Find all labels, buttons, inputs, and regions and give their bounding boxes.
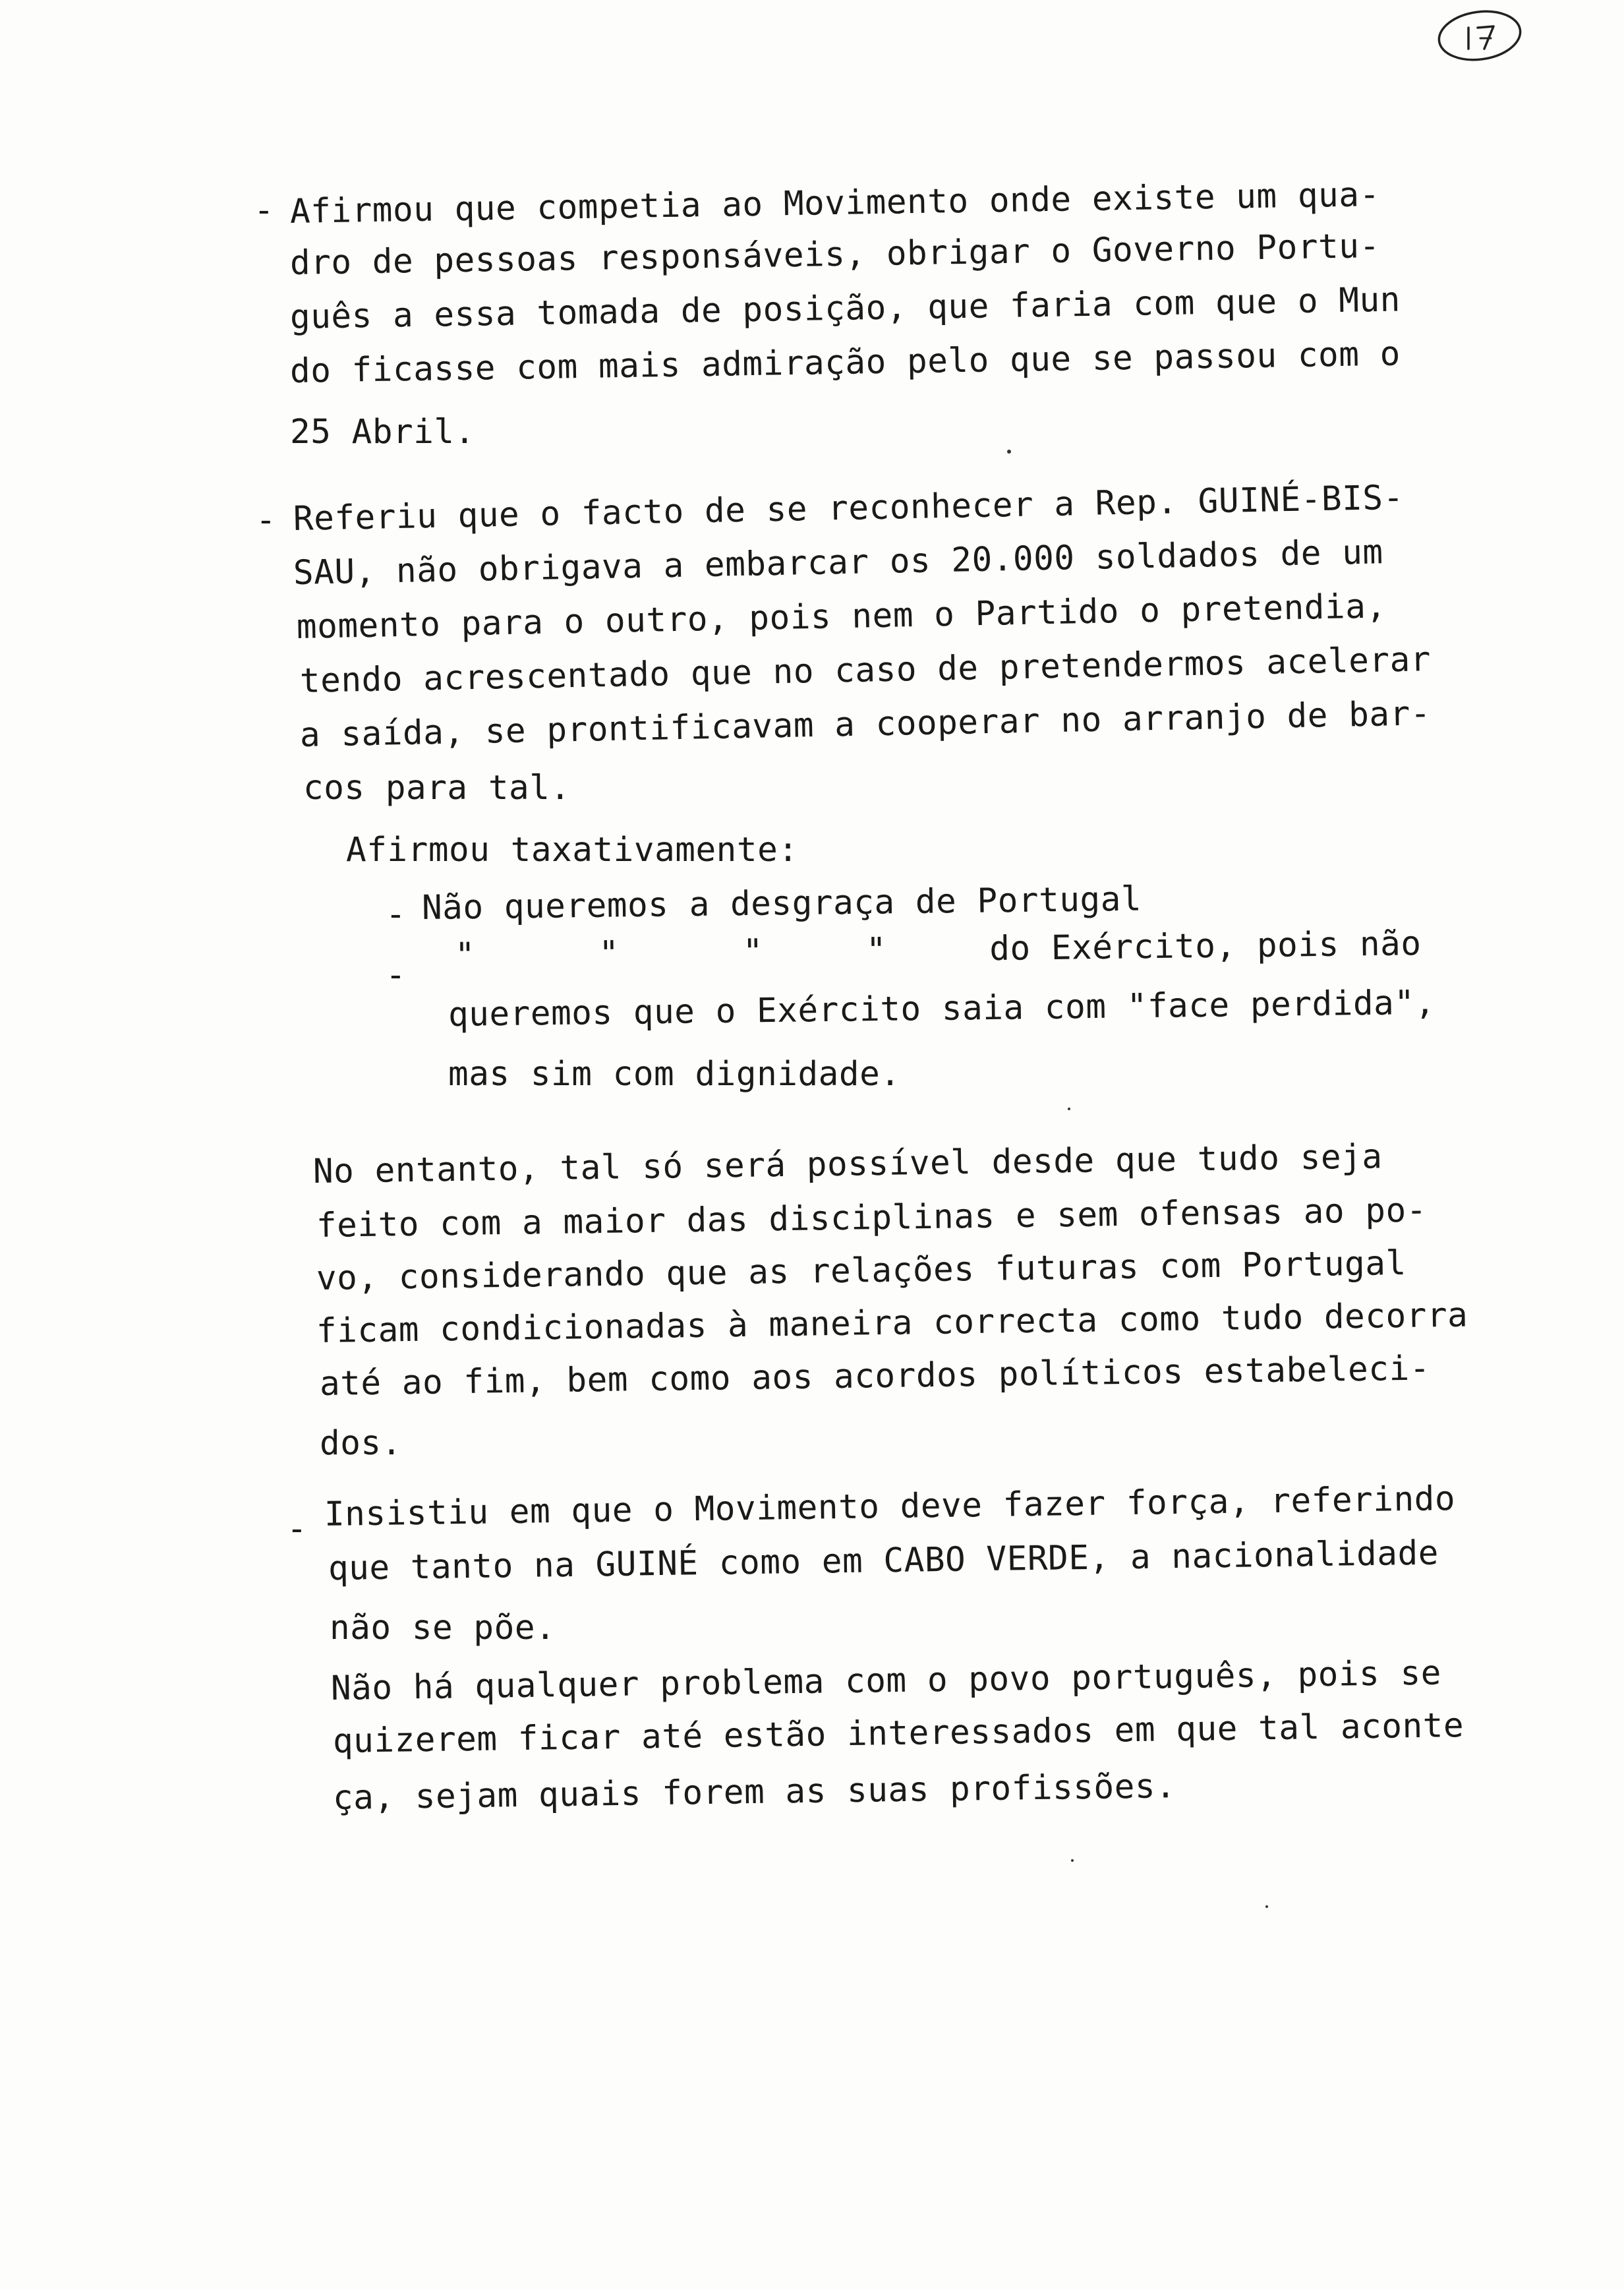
text-line: Não há qualquer problema com o povo português, pois se xyxy=(330,1653,1442,1708)
text-line: cos para tal. xyxy=(303,769,571,808)
text-line: Afirmou taxativamente: xyxy=(346,831,799,870)
text-line: a saída, se prontificavam a cooperar no arranjo de bar- xyxy=(299,694,1432,755)
bullet-dash: - xyxy=(386,956,406,995)
text-line: quizerem ficar até estão interessados em que tal aconte xyxy=(332,1706,1464,1761)
text-line: queremos que o Exército saia com "face perdida", xyxy=(448,983,1436,1034)
bullet-dash: - xyxy=(386,895,406,934)
text-line: dro de pessoas responsáveis, obrigar o Governo Portu- xyxy=(289,227,1381,283)
scan-speck xyxy=(1068,1108,1070,1110)
scan-speck xyxy=(1007,450,1011,454)
text-line: dos. xyxy=(320,1424,402,1463)
text-line: No entanto, tal só será possível desde que tudo seja xyxy=(312,1137,1383,1191)
handwritten-page-number xyxy=(1430,5,1529,69)
text-line: do ficasse com mais admiração pelo que se passou com o xyxy=(289,334,1401,391)
text-line: feito com a maior das disciplinas e sem ofensas ao po- xyxy=(316,1191,1428,1245)
text-line: 25 Abril. xyxy=(290,413,475,452)
text-line: até ao fim, bem como aos acordos políticos estabeleci- xyxy=(319,1349,1431,1404)
bullet-dash: - xyxy=(254,191,274,230)
scan-speck xyxy=(1265,1905,1268,1908)
text-line: ficam condicionadas à maneira correcta como tudo decorra xyxy=(316,1295,1468,1351)
text-line: tendo acrescentado que no caso de pretendermos acelerar xyxy=(299,640,1432,701)
bullet-dash: - xyxy=(287,1510,307,1549)
text-line: vo, considerando que as relações futuras com Portugal xyxy=(316,1243,1407,1298)
text-line: SAU, não obrigava a embarcar os 20.000 soldados de um xyxy=(293,533,1384,593)
text-line: Afirmou que competia ao Movimento onde existe um qua- xyxy=(289,175,1381,231)
text-line: mas sim com dignidade. xyxy=(448,1055,901,1094)
text-line: ça, sejam quais forem as suas profissões. xyxy=(332,1767,1176,1818)
bullet-dash: - xyxy=(256,501,276,540)
text-line: Não queremos a desgraça de Portugal xyxy=(421,879,1142,928)
text-line: momento para o outro, pois nem o Partido o pretendia, xyxy=(296,587,1387,647)
text-line: não se põe. xyxy=(330,1609,556,1648)
text-line: guês a essa tomada de posição, que faria com que o Mun xyxy=(289,280,1401,337)
text-line: " " " " do Exército, pois não xyxy=(454,924,1422,975)
text-line: Referiu que o facto de se reconhecer a Rep. GUINÉ-BIS- xyxy=(293,478,1405,539)
scan-speck xyxy=(1071,1859,1074,1862)
text-line: que tanto na GUINÉ como em CABO VERDE, a nacionalidade xyxy=(328,1533,1439,1588)
text-line: Insistiu em que o Movimento deve fazer força, referindo xyxy=(324,1479,1456,1534)
